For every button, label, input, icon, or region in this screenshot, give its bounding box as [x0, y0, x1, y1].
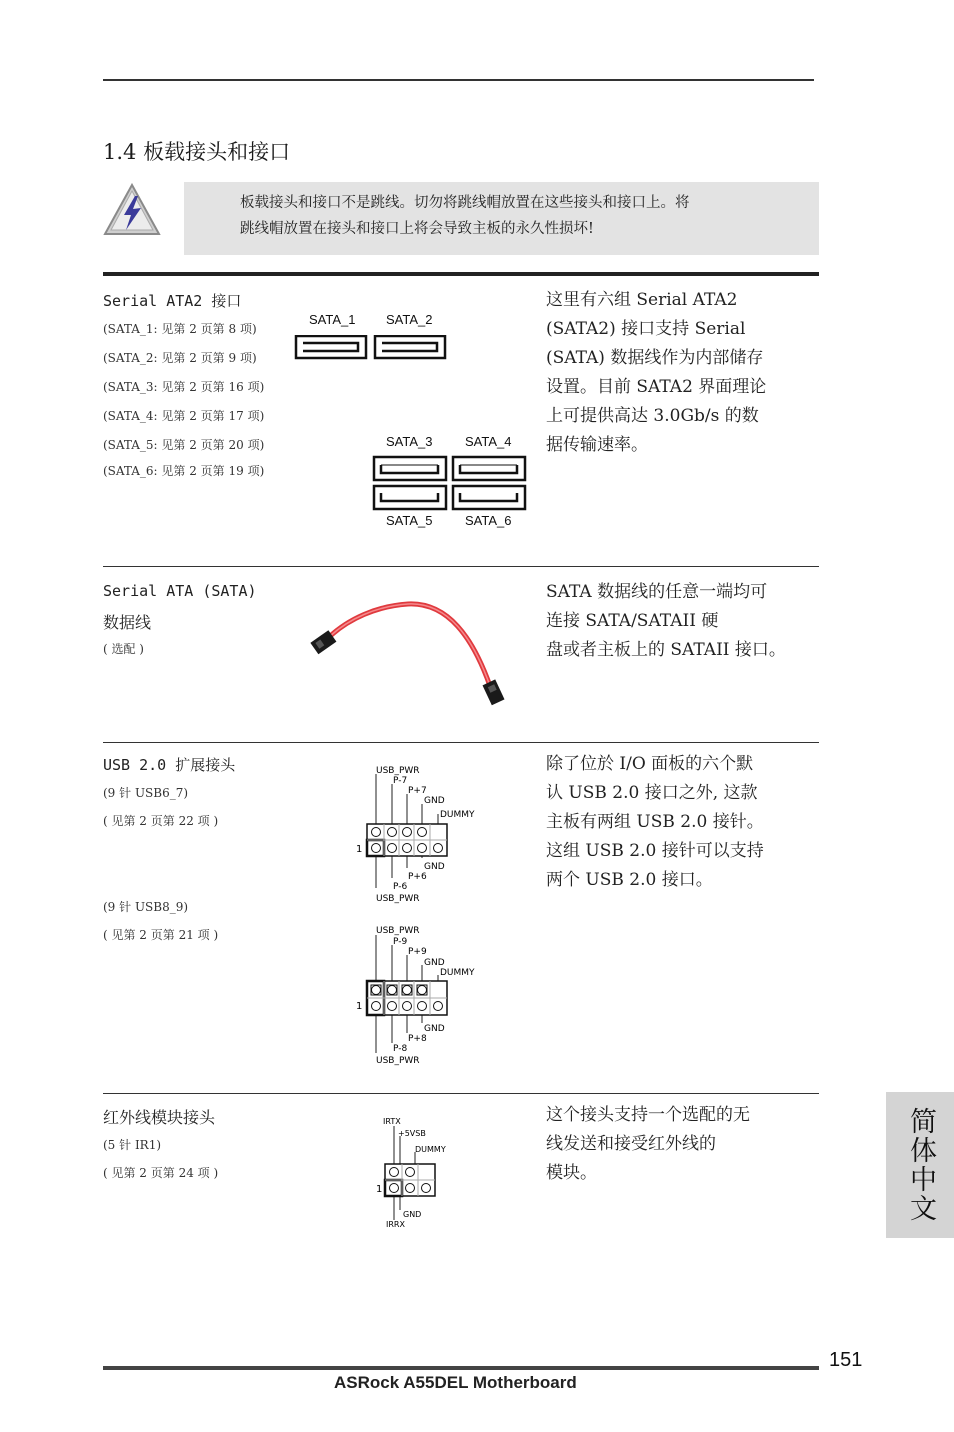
sata-6-connector: [453, 486, 525, 509]
sata-cable-image: [308, 598, 518, 713]
sata-2-connector: [375, 336, 445, 358]
divider: [103, 742, 819, 743]
usb-header-1-diagram: [352, 762, 492, 904]
sata-desc-line: 上可提供高达 3.0Gb/s 的数: [546, 406, 759, 426]
sata-desc-line: 设置。目前 SATA2 界面理论: [546, 377, 767, 397]
sata-title: Serial ATA2 接口: [103, 292, 242, 310]
sata-ref-5: (SATA_5: 见第 2 页第 20 项): [103, 438, 265, 452]
ir-pin-gnd: GND: [403, 1210, 422, 1219]
ir-pin-dummy: DUMMY: [415, 1145, 446, 1154]
usb2-pin-p-8: P-8: [393, 1044, 408, 1054]
section-title: 1.4 板载接头和接口: [103, 140, 291, 164]
sata-description: [546, 286, 766, 460]
cable-desc-line: 盘或者主板上的 SATAII 接口。: [546, 640, 786, 660]
sata-3-connector: [374, 457, 446, 480]
cable-note: ( 选配 ): [103, 642, 144, 656]
usb2-pin-one: 1: [356, 1001, 363, 1012]
usb2-pin-p+9: P+9: [408, 947, 427, 957]
usb-desc-line: 主板有两组 USB 2.0 接针。: [546, 812, 764, 832]
sata-2-label: SATA_2: [386, 312, 433, 327]
usb-title: USB 2.0 扩展接头: [103, 756, 236, 774]
cable-description: [546, 578, 786, 665]
language-tab: [886, 1092, 954, 1238]
footer-rule: [103, 1366, 819, 1370]
footer-product-name: ASRock A55DEL Motherboard: [334, 1373, 577, 1392]
usb1-pin-p-7: P-7: [393, 776, 408, 786]
language-tab-label: 简体中文: [905, 1107, 936, 1223]
usb1-pin-p+6: P+6: [408, 872, 427, 882]
usb-header-2-diagram: [352, 923, 492, 1068]
usb2-pin-usb-pwr-b: USB_PWR: [376, 1056, 420, 1066]
sata-ref-6: (SATA_6: 见第 2 页第 19 项): [103, 464, 265, 478]
notice-line-1: 板载接头和接口不是跳线。切勿将跳线帽放置在这些接头和接口上。将: [240, 195, 690, 211]
usb-description: [546, 750, 764, 895]
cable-desc-line: 连接 SATA/SATAII 硬: [546, 611, 719, 631]
usb-desc-line: 两个 USB 2.0 接口。: [546, 870, 713, 890]
usb2-pin-usb-pwr: USB_PWR: [376, 926, 420, 936]
sata-4-label: SATA_4: [465, 434, 512, 449]
warning-icon: [102, 182, 162, 238]
ir-header-diagram: [374, 1112, 474, 1232]
divider: [103, 1093, 819, 1094]
sata-connectors-diagram: [294, 335, 534, 515]
notice-line-2: 跳线帽放置在接头和接口上将会导致主板的永久性损坏!: [240, 221, 594, 237]
usb-ref-1a: (9 针 USB6_7): [103, 786, 189, 800]
usb1-pin-p+7: P+7: [408, 786, 427, 796]
sata-4-connector: [453, 457, 525, 480]
sata-desc-line: 这里有六组 Serial ATA2: [546, 290, 738, 310]
usb1-pin-p-6: P-6: [393, 882, 408, 892]
usb1-pin-usb-pwr-b: USB_PWR: [376, 894, 420, 904]
usb1-pin-gnd: GND: [424, 796, 445, 806]
ir-title: 红外线模块接头: [103, 1108, 216, 1127]
sata-6-label: SATA_6: [465, 513, 512, 528]
ir-pin-5vsb: +5VSB: [398, 1129, 426, 1138]
usb2-pin-gnd-b: GND: [424, 1024, 445, 1034]
ir-ref-2: ( 见第 2 页第 24 项 ): [103, 1166, 219, 1180]
usb1-pin-one: 1: [356, 844, 363, 855]
usb-ref-2b: ( 见第 2 页第 21 项 ): [103, 928, 219, 942]
ir-ref-1: (5 针 IR1): [103, 1138, 162, 1152]
ir-desc-line: 线发送和接受红外线的: [546, 1134, 716, 1154]
cable-desc-line: SATA 数据线的任意一端均可: [546, 582, 768, 602]
sata-5-connector: [374, 486, 446, 509]
usb1-pin-usb-pwr: USB_PWR: [376, 766, 420, 776]
top-rule: [103, 79, 814, 81]
section-divider: [103, 272, 819, 276]
page-number: 151: [829, 1349, 863, 1371]
notice-box: [184, 182, 819, 255]
usb2-pin-dummy: DUMMY: [440, 968, 475, 978]
ir-pin-one: 1: [376, 1184, 383, 1195]
usb2-pin-gnd: GND: [424, 958, 445, 968]
usb1-pin-dummy: DUMMY: [440, 810, 475, 820]
usb2-pin-p-9: P-9: [393, 937, 408, 947]
ir-desc-line: 这个接头支持一个选配的无: [546, 1105, 750, 1125]
ir-desc-line: 模块。: [546, 1163, 597, 1183]
usb1-pin-gnd-b: GND: [424, 862, 445, 872]
divider: [103, 566, 819, 567]
usb-ref-1b: ( 见第 2 页第 22 项 ): [103, 814, 219, 828]
usb2-pin-p+8: P+8: [408, 1034, 427, 1044]
sata-ref-3: (SATA_3: 见第 2 页第 16 项): [103, 380, 265, 394]
cable-title: Serial ATA (SATA): [103, 582, 257, 600]
usb-desc-line: 除了位於 I/O 面板的六个默: [546, 754, 754, 774]
sata-desc-line: 据传输速率。: [546, 435, 648, 455]
sata-5-label: SATA_5: [386, 513, 433, 528]
sata-3-label: SATA_3: [386, 434, 433, 449]
sata-ref-1: (SATA_1: 见第 2 页第 8 项): [103, 322, 257, 336]
sata-1-label: SATA_1: [309, 312, 356, 327]
sata-ref-2: (SATA_2: 见第 2 页第 9 项): [103, 351, 257, 365]
ir-pin-irrx: IRRX: [386, 1220, 405, 1229]
cable-title-2: 数据线: [103, 613, 152, 632]
sata-desc-line: (SATA) 数据线作为内部储存: [546, 348, 764, 368]
ir-pin-irtx: IRTX: [383, 1117, 401, 1126]
sata-ref-4: (SATA_4: 见第 2 页第 17 项): [103, 409, 265, 423]
ir-description: [546, 1101, 750, 1188]
usb-desc-line: 认 USB 2.0 接口之外, 这款: [546, 783, 758, 803]
sata-desc-line: (SATA2) 接口支持 Serial: [546, 319, 746, 339]
usb-desc-line: 这组 USB 2.0 接针可以支持: [546, 841, 764, 861]
usb-ref-2a: (9 针 USB8_9): [103, 900, 189, 914]
sata-1-connector: [296, 336, 366, 358]
